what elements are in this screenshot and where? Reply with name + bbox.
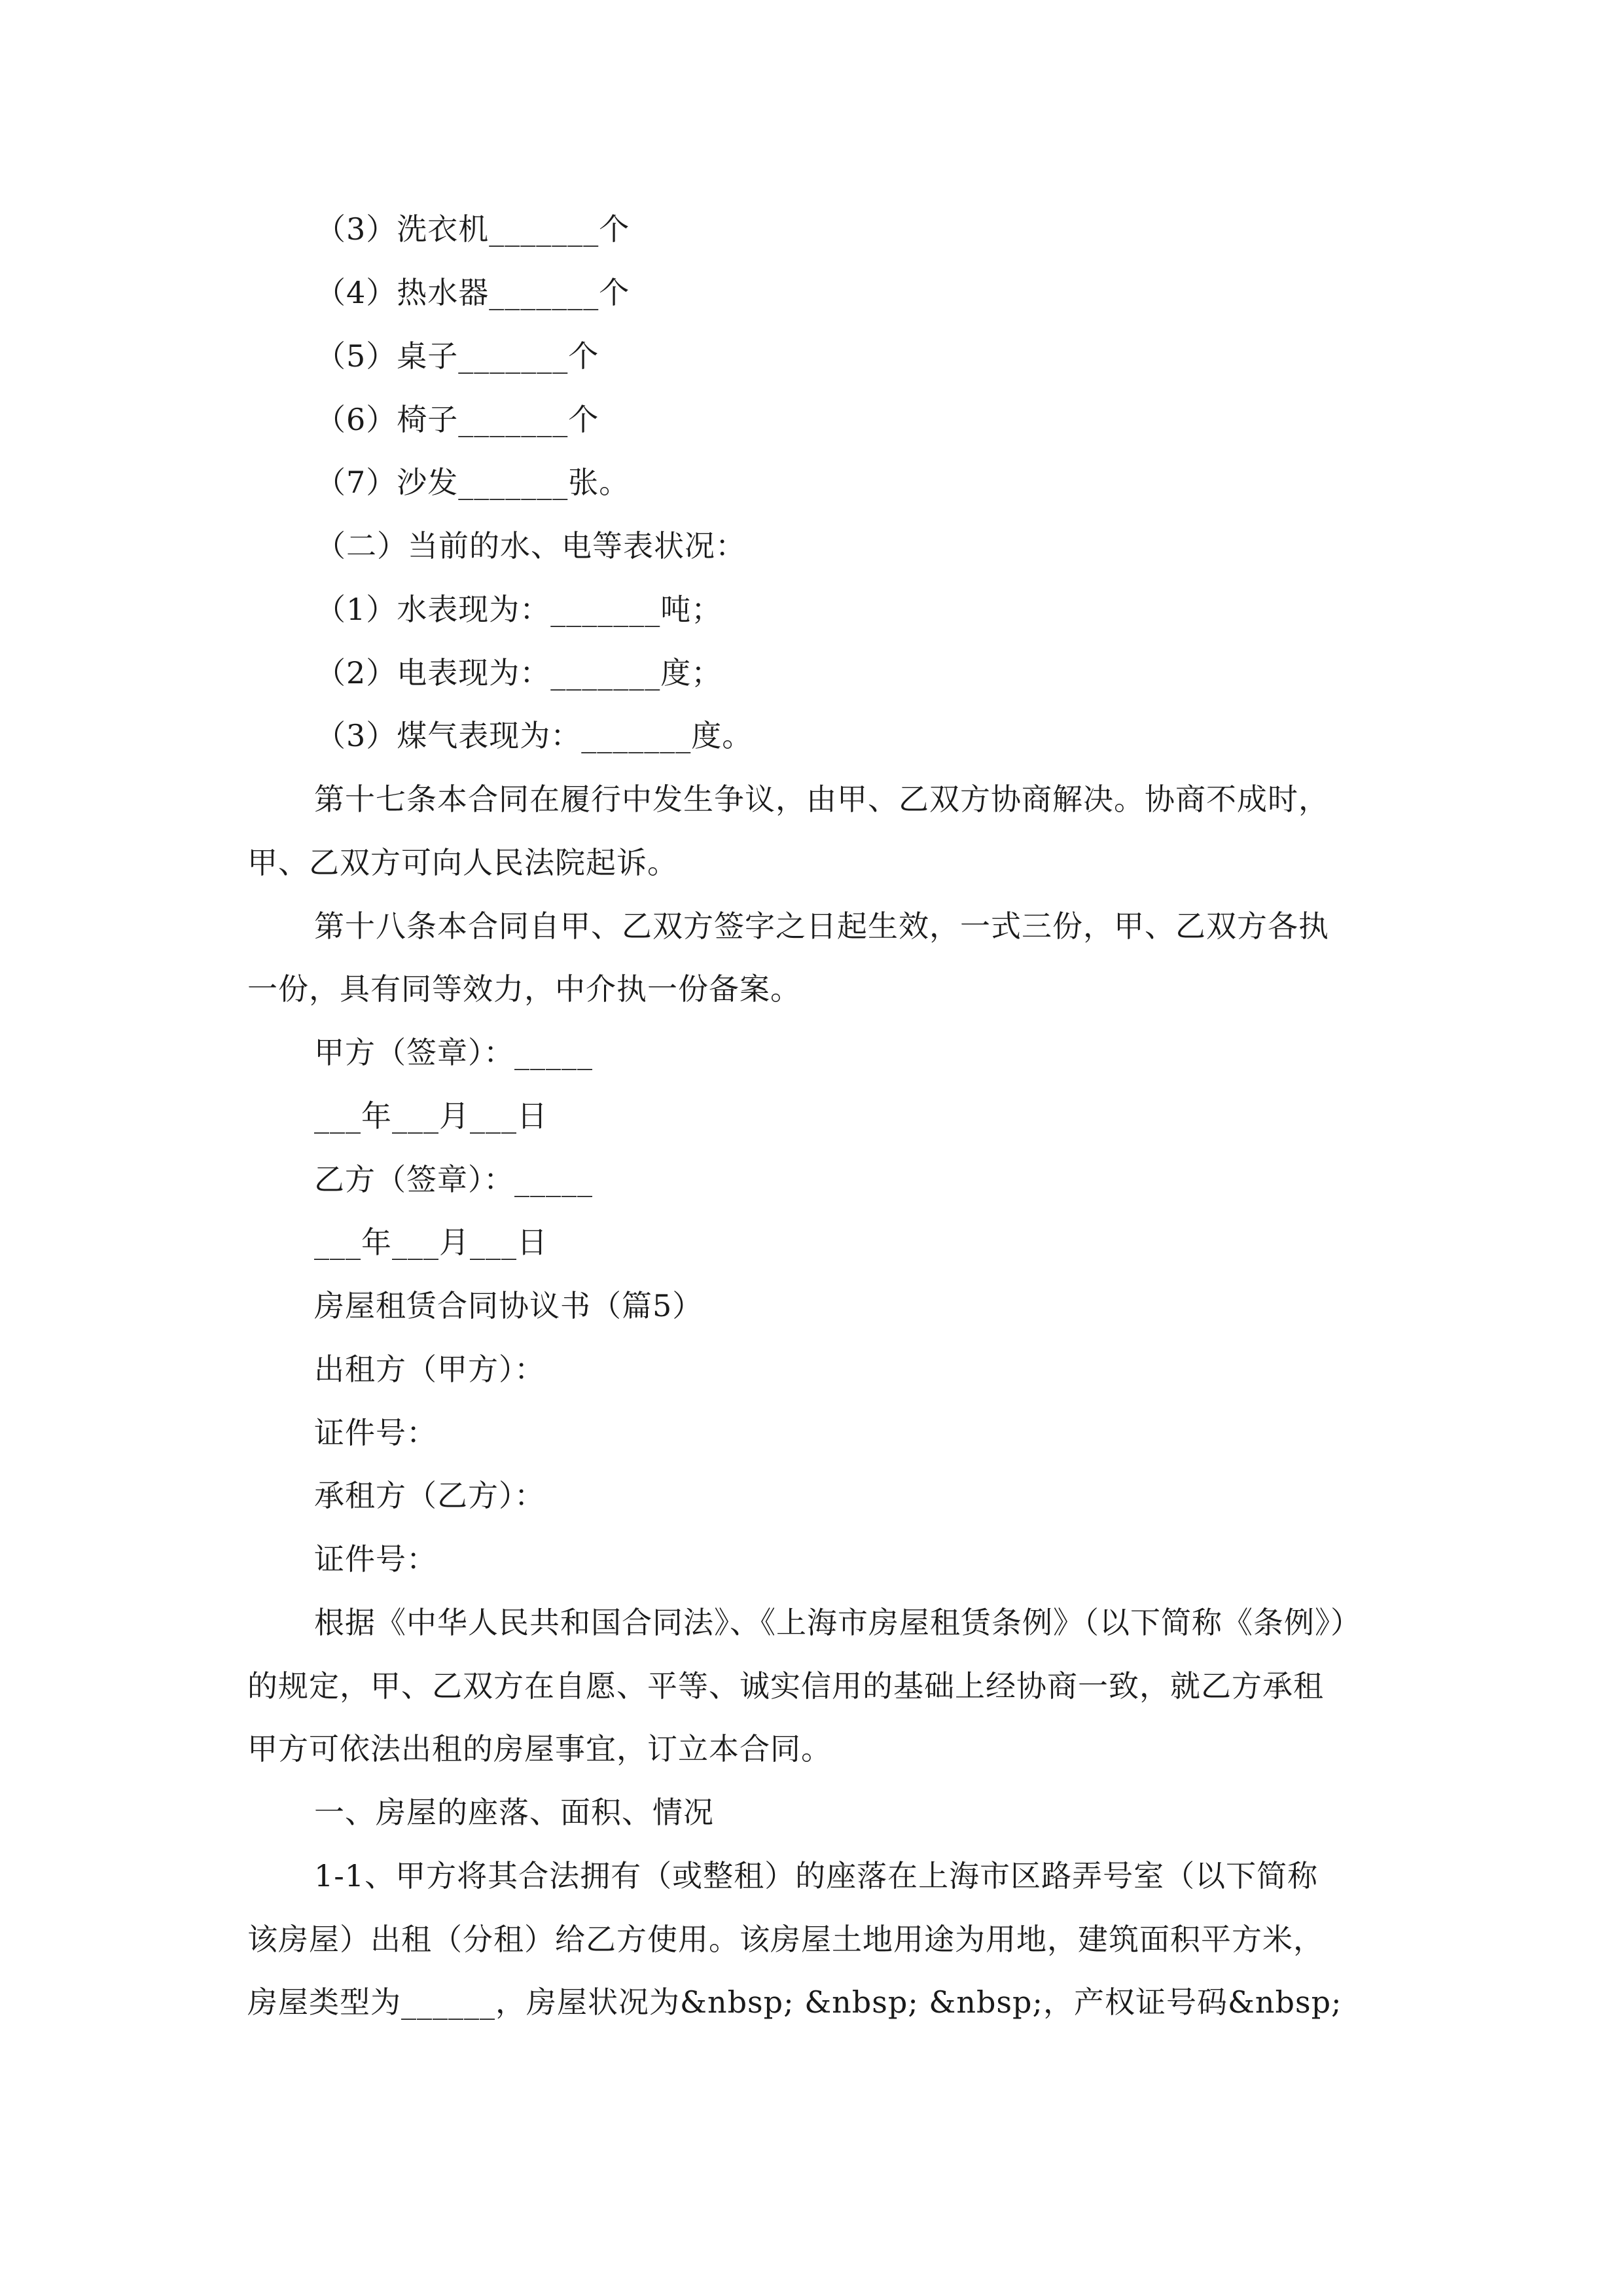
appliance-washing-machine: （3）洗衣机_______个: [315, 211, 630, 247]
appliance-chair: （6）椅子_______个: [315, 402, 599, 437]
meter-section-heading: （二）当前的水、电等表状况：: [315, 528, 746, 564]
party-b-signature: 乙方（签章）：_____: [314, 1162, 593, 1197]
lessor-label: 出租方（甲方）：: [314, 1352, 545, 1387]
preamble-line-1: 根据《中华人民共和国合同法》、《上海市房屋租赁条例》（以下简称《条例》）: [314, 1605, 1361, 1640]
preamble-line-2: 的规定，甲、乙双方在自愿、平等、诚实信用的基础上经协商一致，就乙方承租: [247, 1668, 1324, 1704]
article-17-line-2: 甲、乙双方可向人民法院起诉。: [247, 845, 678, 880]
article-17-line-1: 第十七条本合同在履行中发生争议，由甲、乙双方协商解决。协商不成时，: [314, 781, 1329, 817]
gas-meter: （3）煤气表现为：_______度。: [315, 718, 753, 753]
article-18-line-2: 一份，具有同等效力，中介执一份备案。: [247, 971, 801, 1007]
appliance-table: （5）桌子_______个: [315, 338, 599, 374]
clause-1-1-line-3: 房屋类型为______，房屋状况为&nbsp; &nbsp; &nbsp;，产权证号码&nbsp;: [247, 1984, 1342, 2020]
party-a-date: ___年___月___日: [314, 1098, 548, 1134]
clause-1-1-line-1: 1-1、甲方将其合法拥有（或整租）的座落在上海市区路弄号室（以下简称: [314, 1858, 1319, 1893]
lessor-id-label: 证件号：: [314, 1415, 437, 1450]
appliance-water-heater: （4）热水器_______个: [315, 275, 630, 310]
section-1-heading: 一、房屋的座落、面积、情况: [314, 1795, 714, 1830]
lessee-id-label: 证件号：: [314, 1541, 437, 1577]
party-b-date: ___年___月___日: [314, 1225, 548, 1260]
electric-meter: （2）电表现为：_______度；: [315, 655, 722, 691]
contract-title-5: 房屋租赁合同协议书（篇5）: [314, 1288, 704, 1323]
article-18-line-1: 第十八条本合同自甲、乙双方签字之日起生效，一式三份，甲、乙双方各执: [314, 908, 1329, 944]
clause-1-1-line-2: 该房屋）出租（分租）给乙方使用。该房屋土地用途为用地，建筑面积平方米，: [247, 1922, 1324, 1957]
water-meter: （1）水表现为：_______吨；: [315, 592, 722, 627]
appliance-sofa: （7）沙发_______张。: [315, 465, 630, 500]
party-a-signature: 甲方（签章）：_____: [314, 1035, 593, 1070]
preamble-line-3: 甲方可依法出租的房屋事宜，订立本合同。: [247, 1731, 832, 1767]
lessee-label: 承租方（乙方）：: [314, 1478, 545, 1513]
